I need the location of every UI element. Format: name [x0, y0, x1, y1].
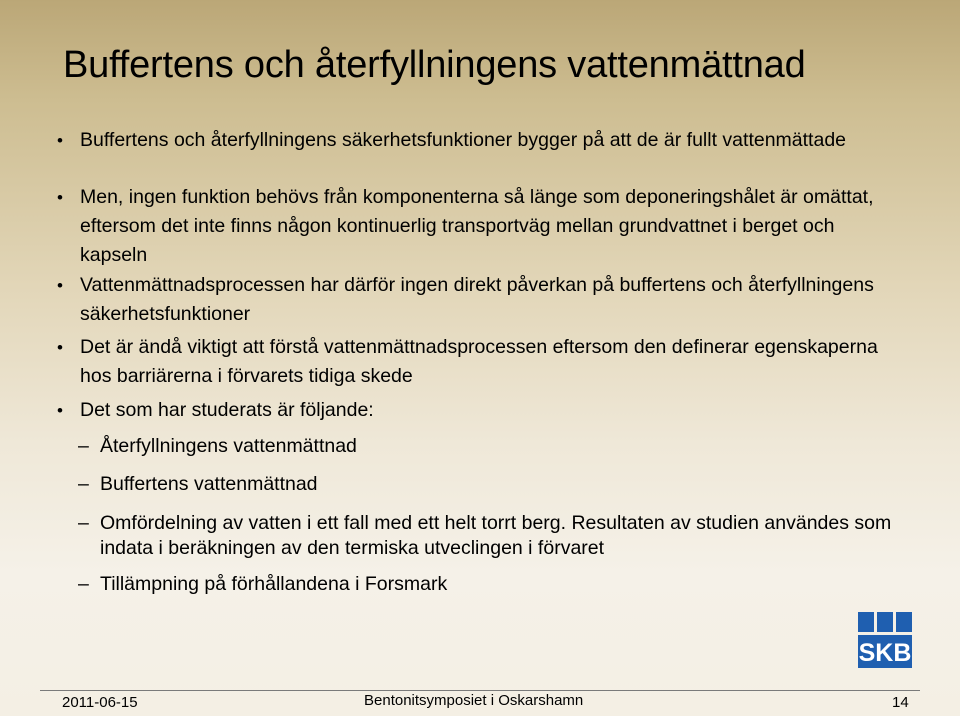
footer-divider	[40, 690, 920, 691]
bullet-item	[57, 126, 880, 155]
dash-icon: –	[78, 435, 89, 457]
sub-list-text: Återfyllningens vattenmättnad	[100, 435, 357, 457]
footer-date: 2011-06-15	[62, 694, 138, 711]
bullet-item	[57, 396, 880, 425]
sub-list-item	[78, 434, 900, 459]
slide-title: Buffertens och återfyllningens vattenmättnad	[63, 44, 806, 86]
bullet-icon: •	[57, 401, 63, 420]
bullet-text: Det är ändå viktigt att förstå vattenmättnadsprocessen eftersom den definerar egenskaperna hos barriärerna i förvarets tidiga skede	[80, 336, 878, 387]
bullet-icon: •	[57, 188, 63, 207]
bullet-item	[57, 183, 880, 270]
sub-list-text: Buffertens vattenmättnad	[100, 473, 318, 495]
footer-event: Bentonitsymposiet i Oskarshamn	[364, 692, 584, 709]
bullet-icon: •	[57, 338, 63, 357]
bullet-text: Det som har studerats är följande:	[80, 399, 374, 421]
page-number: 14	[892, 694, 909, 711]
sub-list-item	[78, 472, 900, 497]
sub-list-item	[78, 572, 900, 597]
skb-logo	[858, 612, 912, 668]
dash-icon: –	[78, 473, 89, 495]
sub-list-text: Tillämpning på förhållandena i Forsmark	[100, 573, 448, 595]
bullet-item	[57, 271, 880, 329]
logo-text: SKB	[858, 639, 912, 667]
bullet-icon: •	[57, 276, 63, 295]
bullet-text: Men, ingen funktion behövs från komponenterna så länge som deponeringshålet är omättat, eftersom det inte finns någon kontinuerlig transportväg mellan grundvattnet i berget och kapseln	[80, 186, 874, 266]
dash-icon: –	[78, 573, 89, 595]
bullet-text: Vattenmättnadsprocessen har därför ingen direkt påverkan på buffertens och återfyllningens säkerhetsfunktioner	[80, 274, 874, 325]
sub-list-item	[78, 511, 900, 561]
sub-list-text: Omfördelning av vatten i ett fall med ett helt torrt berg. Resultaten av studien användes som indata i beräkningen av den termiska utveclingen i förvaret	[100, 512, 892, 559]
bullet-item	[57, 333, 880, 391]
dash-icon: –	[78, 512, 89, 534]
bullet-text: Buffertens och återfyllningens säkerhetsfunktioner bygger på att de är fullt vattenmättade	[80, 129, 847, 151]
bullet-icon: •	[57, 131, 63, 150]
